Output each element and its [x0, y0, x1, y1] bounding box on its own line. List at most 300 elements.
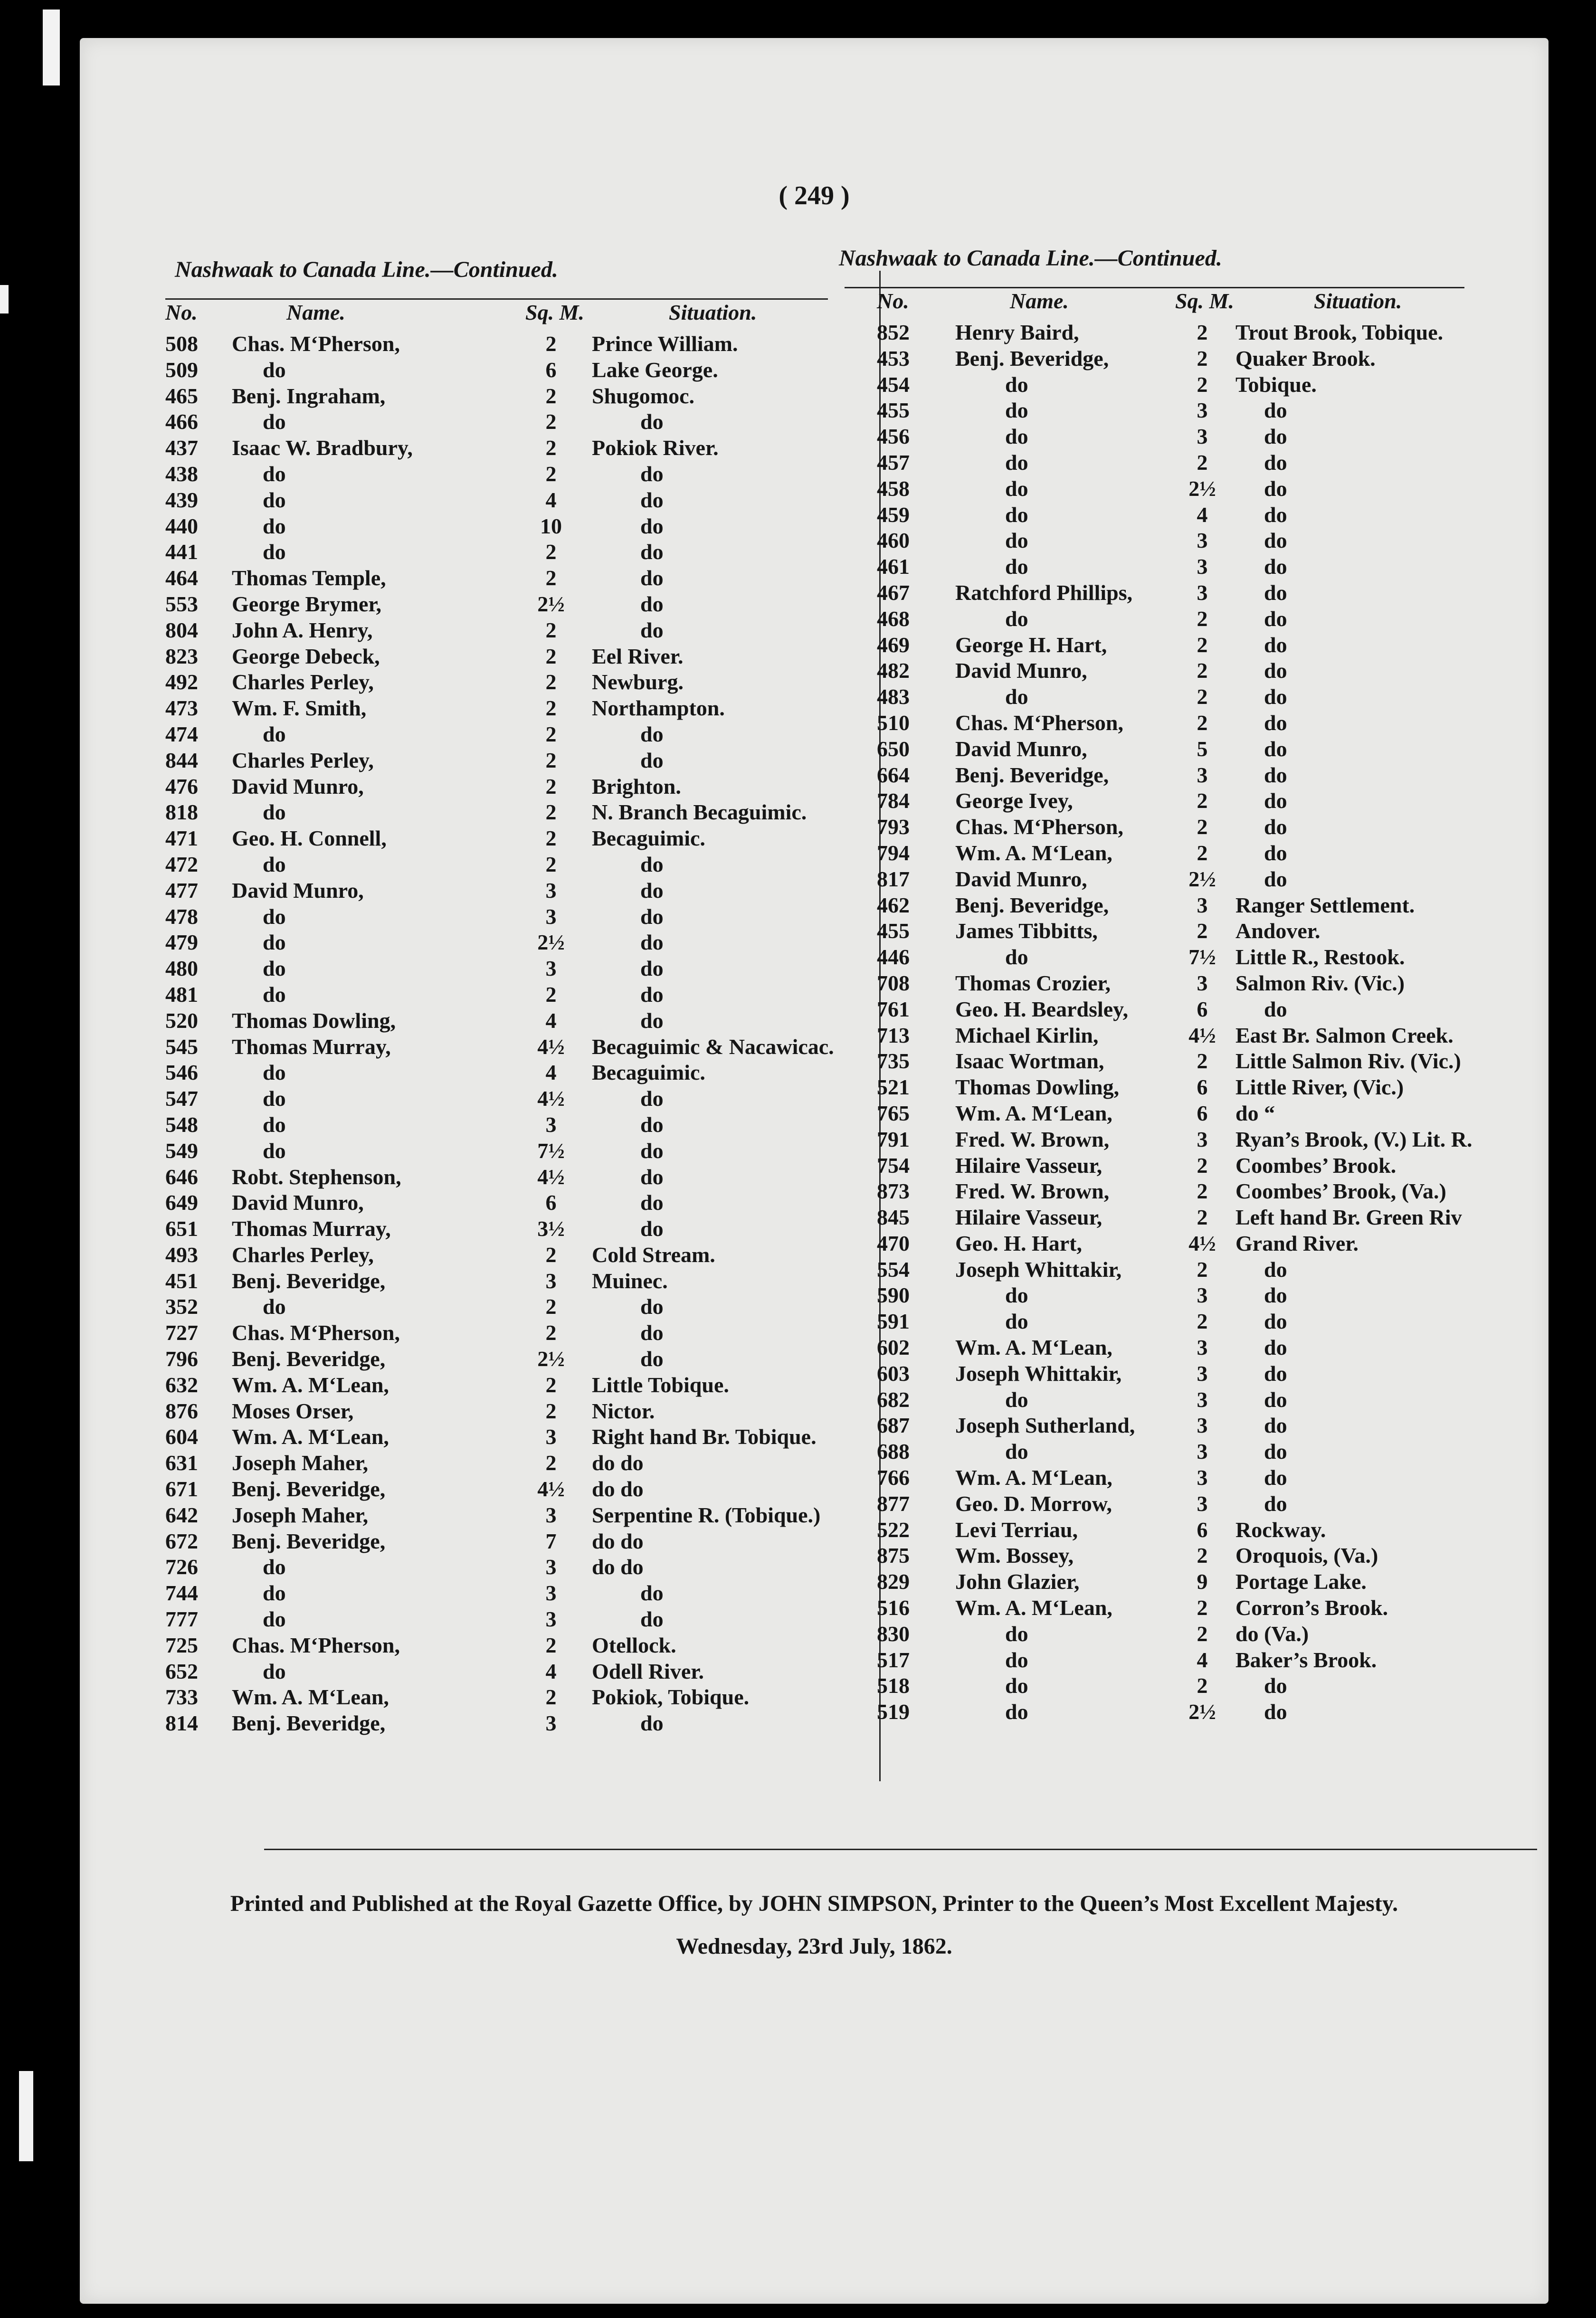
grantee-name: Geo. H. Beardsley,	[955, 997, 1129, 1021]
grantee-name: Chas. M‘Pherson,	[232, 1633, 400, 1657]
grantee-name: David Munro,	[232, 774, 364, 798]
scan-edge-mark	[43, 10, 60, 86]
lot-number: 492	[165, 670, 198, 694]
grantee-name: do	[263, 1138, 286, 1163]
square-miles: 7	[545, 1529, 557, 1553]
square-miles: 10	[540, 513, 562, 538]
grantee-name: Thomas Dowling,	[232, 1008, 396, 1033]
situation: do “	[1235, 1101, 1275, 1125]
grantee-name: Wm. F. Smith,	[232, 696, 367, 721]
square-miles: 2	[545, 774, 557, 798]
table-row	[165, 539, 845, 565]
grantee-name: Thomas Crozier,	[955, 970, 1111, 995]
grantee-name: Chas. M‘Pherson,	[955, 815, 1123, 839]
table-row	[806, 1621, 1480, 1647]
lot-number: 446	[877, 945, 910, 969]
grantee-name: George Brymer,	[232, 591, 382, 616]
lot-number: 440	[165, 513, 198, 538]
square-miles: 3	[545, 1268, 557, 1293]
left-table-header	[165, 300, 845, 331]
situation: do	[640, 878, 664, 902]
table-row	[165, 956, 845, 982]
situation: Little Salmon Riv. (Vic.)	[1235, 1049, 1461, 1074]
grantee-name: Fred. W. Brown,	[955, 1127, 1110, 1151]
grantee-name: do	[1005, 502, 1028, 527]
grantee-name: do	[263, 904, 286, 929]
grantee-name: do	[263, 722, 286, 746]
table-row	[165, 774, 845, 800]
square-miles: 2	[1197, 815, 1208, 839]
table-row	[806, 840, 1480, 866]
square-miles: 3	[1197, 580, 1208, 605]
square-miles: 4	[545, 1060, 557, 1085]
table-row	[165, 1138, 845, 1164]
situation: do	[1264, 1257, 1287, 1282]
lot-number: 727	[165, 1320, 198, 1345]
grantee-name: do	[1005, 684, 1028, 709]
grantee-name: do	[1005, 1387, 1028, 1412]
square-miles: 2	[1197, 840, 1208, 865]
lot-number: 604	[165, 1425, 198, 1449]
situation: do	[1264, 632, 1287, 657]
header-sqm: Sq. M.	[525, 300, 584, 324]
square-miles: 4½	[537, 1164, 565, 1189]
situation: Quaker Brook.	[1235, 346, 1376, 370]
table-row	[806, 632, 1480, 658]
square-miles: 3	[1197, 528, 1208, 553]
table-row	[806, 788, 1480, 814]
grantee-name: do	[1005, 450, 1028, 475]
table-row	[165, 591, 845, 618]
lot-number: 547	[165, 1086, 198, 1111]
situation: do	[640, 956, 664, 981]
square-miles: 6	[1197, 1517, 1208, 1542]
header-situation: Situation.	[1314, 289, 1402, 313]
table-row	[165, 826, 845, 852]
lot-number: 793	[877, 815, 910, 839]
grantee-name: Benj. Ingraham,	[232, 383, 386, 408]
table-row	[165, 1710, 845, 1737]
table-row	[806, 606, 1480, 632]
lot-number: 517	[877, 1647, 910, 1672]
lot-number: 652	[165, 1659, 198, 1683]
page-number: ( 249 )	[779, 181, 850, 210]
lot-number: 453	[877, 346, 910, 370]
square-miles: 3	[1197, 1491, 1208, 1516]
situation: do	[640, 566, 664, 590]
grantee-name: do	[263, 540, 286, 564]
situation: Brighton.	[592, 774, 681, 798]
square-miles: 3	[1197, 554, 1208, 579]
grantee-name: James Tibbitts,	[955, 919, 1098, 943]
table-row	[806, 1647, 1480, 1673]
table-row	[165, 799, 845, 826]
situation: Little R., Restook.	[1235, 945, 1405, 969]
table-row	[806, 502, 1480, 528]
table-row	[806, 1413, 1480, 1439]
table-row	[806, 997, 1480, 1023]
table-row	[806, 1465, 1480, 1491]
table-row	[806, 970, 1480, 997]
lot-number: 814	[165, 1711, 198, 1736]
table-row	[806, 1543, 1480, 1569]
lot-number: 631	[165, 1451, 198, 1475]
square-miles: 2	[1197, 606, 1208, 631]
right-column	[806, 246, 1480, 1725]
grantee-name: do	[1005, 372, 1028, 397]
lot-number: 744	[165, 1581, 198, 1606]
lot-number: 664	[877, 762, 910, 787]
square-miles: 4	[1197, 1647, 1208, 1672]
situation: do	[1264, 1673, 1287, 1698]
table-row	[806, 554, 1480, 580]
situation: do	[1264, 1361, 1287, 1386]
lot-number: 546	[165, 1060, 198, 1085]
table-row	[806, 1309, 1480, 1335]
square-miles: 3	[545, 1425, 557, 1449]
situation: do	[1264, 606, 1287, 631]
scan-edge-mark	[19, 2071, 33, 2161]
situation: Grand River.	[1235, 1231, 1358, 1255]
table-row	[165, 1659, 845, 1685]
square-miles: 2	[545, 748, 557, 772]
square-miles: 7½	[537, 1138, 565, 1163]
table-row	[165, 565, 845, 591]
grantee-name: Joseph Whittakir,	[955, 1361, 1122, 1386]
grantee-name: Hilaire Vasseur,	[955, 1205, 1102, 1230]
square-miles: 2½	[537, 1347, 565, 1371]
table-row	[806, 918, 1480, 944]
lot-number: 467	[877, 580, 910, 605]
square-miles: 2	[545, 826, 557, 851]
situation: do	[640, 513, 664, 538]
lot-number: 480	[165, 956, 198, 981]
table-row	[806, 1048, 1480, 1074]
lot-number: 451	[165, 1268, 198, 1293]
lot-number: 455	[877, 398, 910, 423]
lot-number: 482	[877, 658, 910, 683]
situation: do	[1264, 815, 1287, 839]
table-row	[806, 580, 1480, 606]
table-row	[806, 710, 1480, 736]
situation: Little Tobique.	[592, 1372, 729, 1397]
table-row	[806, 1673, 1480, 1699]
table-row	[165, 1450, 845, 1476]
square-miles: 9	[1197, 1569, 1208, 1594]
grantee-name: do	[1005, 1439, 1028, 1464]
lot-number: 472	[165, 852, 198, 876]
lot-number: 713	[877, 1023, 910, 1047]
situation: Shugomoc.	[592, 383, 694, 408]
header-name: Name.	[286, 300, 345, 324]
situation: do	[640, 1112, 664, 1137]
square-miles: 2	[1197, 788, 1208, 813]
grantee-name: Joseph Whittakir,	[955, 1257, 1122, 1282]
square-miles: 2	[545, 1633, 557, 1657]
grantee-name: Wm. Bossey,	[955, 1543, 1074, 1568]
table-row	[165, 930, 845, 956]
table-row	[165, 1216, 845, 1242]
grantee-name: Chas. M‘Pherson,	[955, 710, 1123, 735]
square-miles: 3	[1197, 1335, 1208, 1360]
situation: do	[1264, 528, 1287, 553]
square-miles: 2	[545, 644, 557, 668]
table-row	[165, 487, 845, 513]
grantee-name: George Debeck,	[232, 644, 380, 668]
lot-number: 766	[877, 1465, 910, 1490]
grantee-name: Michael Kirlin,	[955, 1023, 1099, 1047]
table-row	[165, 1112, 845, 1138]
lot-number: 458	[877, 476, 910, 501]
square-miles: 2	[1197, 320, 1208, 344]
table-row	[806, 320, 1480, 346]
square-miles: 2	[545, 1685, 557, 1710]
square-miles: 2	[1197, 919, 1208, 943]
lot-number: 817	[877, 866, 910, 891]
table-row	[165, 722, 845, 748]
situation: Becaguimic.	[592, 1060, 705, 1085]
square-miles: 2	[545, 670, 557, 694]
situation: do	[1264, 398, 1287, 423]
square-miles: 2	[1197, 1621, 1208, 1646]
situation: Northampton.	[592, 696, 725, 721]
table-row	[165, 1060, 845, 1086]
grantee-name: George H. Hart,	[955, 632, 1107, 657]
table-row	[165, 513, 845, 540]
grantee-name: Benj. Beveridge,	[955, 346, 1109, 370]
grantee-name: Wm. A. M‘Lean,	[955, 1465, 1112, 1490]
table-row	[165, 1529, 845, 1555]
lot-number: 466	[165, 409, 198, 434]
square-miles: 2½	[537, 591, 565, 616]
table-row	[806, 1387, 1480, 1413]
table-row	[165, 1320, 845, 1346]
left-column	[165, 256, 845, 1737]
grantee-name: Moses Orser,	[232, 1398, 354, 1423]
situation: do	[640, 1138, 664, 1163]
lot-number: 553	[165, 591, 198, 616]
lot-number: 520	[165, 1008, 198, 1033]
grantee-name: do	[1005, 476, 1028, 501]
grantee-name: do	[1005, 1647, 1028, 1672]
square-miles: 3	[545, 878, 557, 902]
situation: do	[1264, 476, 1287, 501]
lot-number: 794	[877, 840, 910, 865]
right-column-title: Nashwaak to Canada Line.—Continued.	[839, 246, 1222, 271]
lot-number: 784	[877, 788, 910, 813]
square-miles: 3	[1197, 762, 1208, 787]
square-miles: 3	[1197, 398, 1208, 423]
square-miles: 4½	[1188, 1023, 1216, 1047]
grantee-name: Benj. Beveridge,	[955, 893, 1109, 917]
table-row	[806, 944, 1480, 970]
square-miles: 3	[1197, 424, 1208, 449]
lot-number: 455	[877, 919, 910, 943]
grantee-name: Joseph Maher,	[232, 1451, 369, 1475]
square-miles: 3	[545, 1607, 557, 1632]
lot-number: 651	[165, 1216, 198, 1241]
lot-number: 671	[165, 1477, 198, 1501]
lot-number: 735	[877, 1049, 910, 1074]
table-row	[806, 1153, 1480, 1179]
table-row	[806, 1595, 1480, 1621]
situation: Prince William.	[592, 332, 738, 356]
lot-number: 852	[877, 320, 910, 344]
situation: Trout Brook, Tobique.	[1235, 320, 1444, 344]
square-miles: 2	[1197, 1543, 1208, 1568]
lot-number: 823	[165, 644, 198, 668]
square-miles: 2	[545, 436, 557, 460]
situation: Becaguimic & Nacawicac.	[592, 1034, 834, 1059]
grantee-name: do	[263, 513, 286, 538]
grantee-name: Thomas Murray,	[232, 1216, 391, 1241]
situation: Newburg.	[592, 670, 684, 694]
square-miles: 4½	[1188, 1231, 1216, 1255]
situation: Portage Lake.	[1235, 1569, 1367, 1594]
square-miles: 2	[545, 722, 557, 746]
square-miles: 2	[545, 383, 557, 408]
square-miles: 2	[1197, 346, 1208, 370]
situation: do	[1264, 736, 1287, 761]
situation: do	[640, 1607, 664, 1632]
square-miles: 2	[1197, 1153, 1208, 1178]
grantee-name: do	[263, 1112, 286, 1137]
situation: do do	[592, 1529, 644, 1553]
table-row	[165, 878, 845, 904]
table-row	[165, 383, 845, 409]
lot-number: 477	[165, 878, 198, 902]
table-row	[806, 528, 1480, 554]
situation: Right hand Br. Tobique.	[592, 1425, 817, 1449]
square-miles: 2	[545, 1398, 557, 1423]
situation: Cold Stream.	[592, 1242, 715, 1267]
situation: Otellock.	[592, 1633, 676, 1657]
lot-number: 754	[877, 1153, 910, 1178]
square-miles: 3	[545, 1112, 557, 1137]
square-miles: 6	[545, 357, 557, 382]
situation: do	[1264, 997, 1287, 1021]
grantee-name: Fred. W. Brown,	[955, 1179, 1110, 1204]
table-row	[806, 1699, 1480, 1725]
grantee-name: Isaac Wortman,	[955, 1049, 1104, 1074]
lot-number: 438	[165, 461, 198, 486]
table-row	[165, 1268, 845, 1294]
situation: do	[640, 1320, 664, 1345]
lot-number: 646	[165, 1164, 198, 1189]
grantee-name: Geo. D. Morrow,	[955, 1491, 1112, 1516]
right-table-body	[806, 320, 1480, 1725]
situation: do	[640, 1711, 664, 1736]
lot-number: 877	[877, 1491, 910, 1516]
square-miles: 6	[1197, 997, 1208, 1021]
square-miles: 3	[1197, 1439, 1208, 1464]
grantee-name: do	[1005, 554, 1028, 579]
lot-number: 461	[877, 554, 910, 579]
situation: do	[1264, 554, 1287, 579]
table-row	[806, 1335, 1480, 1361]
square-miles: 3	[545, 1711, 557, 1736]
lot-number: 473	[165, 696, 198, 721]
table-row	[165, 1008, 845, 1034]
table-row	[806, 1282, 1480, 1309]
grantee-name: do	[263, 357, 286, 382]
situation: Pokiok, Tobique.	[592, 1685, 750, 1710]
grantee-name: Ratchford Phillips,	[955, 580, 1133, 605]
grantee-name: David Munro,	[955, 736, 1087, 761]
lot-number: 479	[165, 930, 198, 955]
lot-number: 777	[165, 1607, 198, 1632]
lot-number: 845	[877, 1205, 910, 1230]
situation: do	[640, 1347, 664, 1371]
lot-number: 688	[877, 1439, 910, 1464]
lot-number: 687	[877, 1413, 910, 1438]
lot-number: 470	[877, 1231, 910, 1255]
square-miles: 3	[1197, 893, 1208, 917]
square-miles: 2	[545, 461, 557, 486]
situation: do	[640, 748, 664, 772]
situation: do	[1264, 450, 1287, 475]
square-miles: 4½	[537, 1477, 565, 1501]
lot-number: 708	[877, 970, 910, 995]
grantee-name: Wm. A. M‘Lean,	[232, 1372, 389, 1397]
grantee-name: Thomas Temple,	[232, 566, 386, 590]
grantee-name: Wm. A. M‘Lean,	[955, 1335, 1112, 1360]
grantee-name: do	[263, 1581, 286, 1606]
table-row	[806, 346, 1480, 372]
square-miles: 2	[545, 696, 557, 721]
square-miles: 4	[545, 1008, 557, 1033]
lot-number: 642	[165, 1502, 198, 1527]
situation: do	[640, 1581, 664, 1606]
header-name: Name.	[1010, 289, 1069, 313]
square-miles: 3	[545, 1581, 557, 1606]
square-miles: 2	[1197, 710, 1208, 735]
situation: do	[1264, 1439, 1287, 1464]
lot-number: 518	[877, 1673, 910, 1698]
table-row	[165, 1242, 845, 1268]
lot-number: 465	[165, 383, 198, 408]
grantee-name: Levi Terriau,	[955, 1517, 1078, 1542]
lot-number: 481	[165, 982, 198, 1007]
situation: do	[640, 1008, 664, 1033]
grantee-name: Hilaire Vasseur,	[955, 1153, 1102, 1178]
grantee-name: Benj. Beveridge,	[232, 1347, 386, 1371]
table-row	[165, 1502, 845, 1529]
table-row	[806, 1074, 1480, 1101]
grantee-name: do	[263, 487, 286, 512]
grantee-name: do	[263, 1294, 286, 1319]
grantee-name: Wm. A. M‘Lean,	[955, 1596, 1112, 1620]
table-row	[806, 1517, 1480, 1543]
situation: do	[640, 461, 664, 486]
situation: do	[640, 930, 664, 955]
table-row	[165, 1294, 845, 1320]
square-miles: 2	[545, 1372, 557, 1397]
grantee-name: Geo. H. Connell,	[232, 826, 387, 851]
grantee-name: Joseph Maher,	[232, 1502, 369, 1527]
situation: Rockway.	[1235, 1517, 1326, 1542]
header-no: No.	[165, 300, 198, 324]
lot-number: 462	[877, 893, 910, 917]
table-row	[165, 331, 845, 357]
lot-number: 456	[877, 424, 910, 449]
square-miles: 2	[545, 618, 557, 642]
table-row	[806, 1101, 1480, 1127]
situation: do	[1264, 840, 1287, 865]
situation: Ranger Settlement.	[1235, 893, 1415, 917]
grantee-name: John A. Henry,	[232, 618, 373, 642]
grantee-name: do	[263, 1555, 286, 1579]
